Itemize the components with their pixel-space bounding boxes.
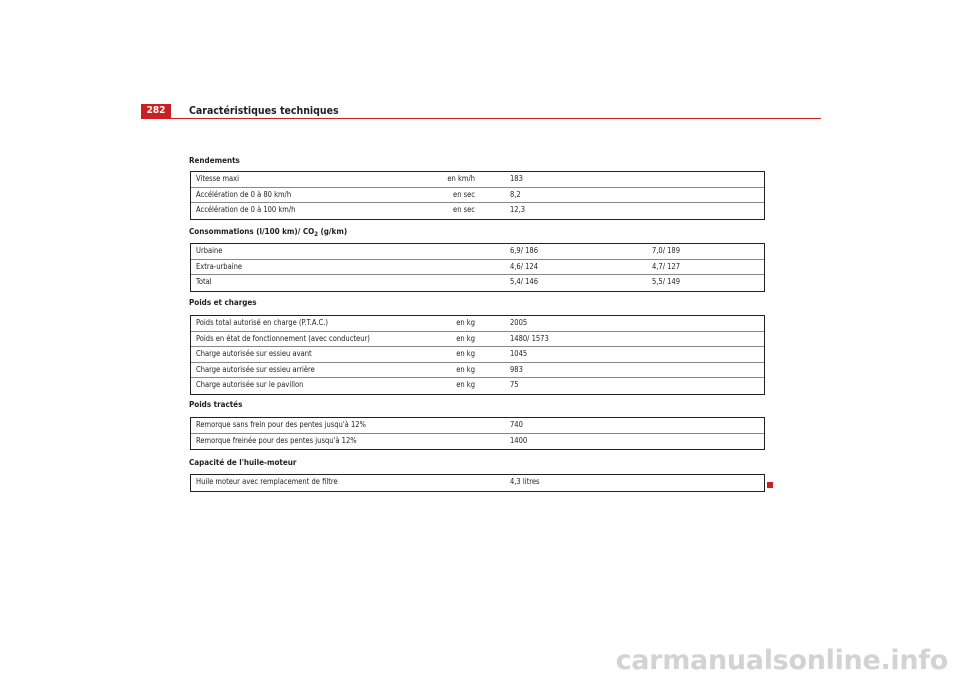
row-value-2: 5,5/ 149 [652,277,681,286]
row-label: Total [196,277,212,286]
row-label: Poids total autorisé en charge (P.T.A.C.) [196,318,329,327]
header-divider [141,118,821,119]
table-row [191,347,764,363]
row-value: 6,9/ 186 [510,246,539,255]
row-value: 75 [510,380,519,389]
row-value: 2005 [510,318,528,327]
table-row [191,316,764,332]
row-label: Vitesse maxi [196,174,240,183]
row-value: 4,3 litres [510,477,540,486]
row-unit: en kg [456,364,475,374]
row-label: Charge autorisée sur essieu arrière [196,364,315,374]
row-value-2: 7,0/ 189 [652,246,681,255]
table-poids [190,315,765,395]
row-unit: en km/h [447,174,475,183]
table-row [191,244,764,260]
row-label: Accélération de 0 à 80 km/h [196,189,292,199]
row-value: 983 [510,364,523,374]
row-unit: en kg [456,333,475,343]
page-title: Caractéristiques techniques [189,105,339,117]
row-unit: en sec [453,205,475,214]
row-value: 740 [510,420,523,429]
row-unit: en kg [456,318,475,327]
watermark: carmanualsonline.info [615,645,948,676]
table-row [191,363,764,379]
row-value: 5,4/ 146 [510,277,539,286]
row-value: 12,3 [510,205,526,214]
table-row [191,434,764,450]
page-header [141,104,821,120]
section-end-marker [767,482,773,488]
row-label: Extra-urbaine [196,261,243,271]
table-row [191,475,764,491]
section-title-rendements: Rendements [189,156,240,165]
row-value: 8,2 [510,189,521,199]
section-title-consommations: Consommations (l/100 km)/ $CO_2$ (g/km) [189,227,348,238]
section-title-huile: Capacité de l'huile-moteur [189,458,297,467]
table-huile [190,474,765,492]
row-label: Charge autorisée sur le pavillon [196,380,304,389]
row-value-2: 4,7/ 127 [652,261,681,271]
table-row [191,378,764,394]
section-title-poids-tractes: Poids tractés [189,400,243,409]
row-value: 1045 [510,349,528,358]
table-row [191,275,764,291]
row-label: Accélération de 0 à 100 km/h [196,205,296,214]
section-title-poids: Poids et charges [189,298,257,307]
row-unit: en kg [456,349,475,358]
row-value: 183 [510,174,523,183]
table-poids-tractes [190,417,765,450]
row-value: 1480/ 1573 [510,333,549,343]
table-consommations [190,243,765,292]
row-label: Remorque sans frein pour des pentes jusqu'à 12% [196,420,366,429]
row-value: 4,6/ 124 [510,261,539,271]
row-label: Huile moteur avec remplacement de filtre [196,477,338,486]
row-label: Remorque freinée pour des pentes jusqu'à 12% [196,435,357,445]
table-row [191,332,764,348]
table-row [191,188,764,204]
page-number-badge: 282 [141,104,171,118]
table-row [191,172,764,188]
row-label: Charge autorisée sur essieu avant [196,349,312,358]
table-row [191,418,764,434]
table-row [191,203,764,219]
row-unit: en kg [456,380,475,389]
table-row [191,260,764,276]
row-unit: en sec [453,189,475,199]
row-label: Urbaine [196,246,223,255]
table-rendements [190,171,765,220]
row-label: Poids en état de fonctionnement (avec conducteur) [196,333,370,343]
row-value: 1400 [510,435,528,445]
